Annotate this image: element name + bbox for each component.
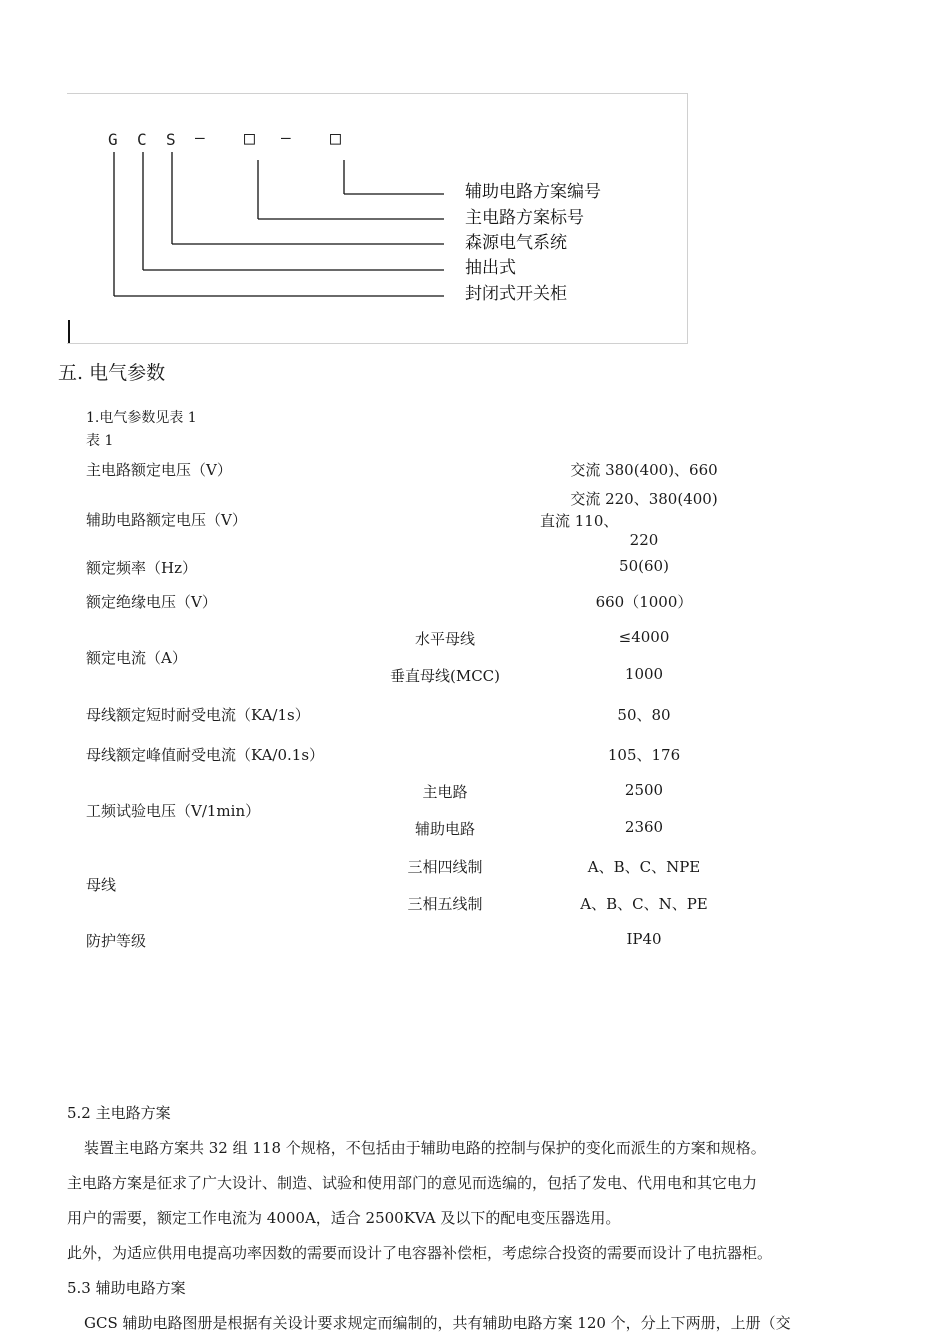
value-main-voltage: 交流 380(400)、660	[570, 461, 718, 479]
section-5-2-title: 5.2 主电路方案	[67, 1104, 171, 1122]
row-label-short-time: 母线额定短时耐受电流（KA/1s）	[86, 706, 310, 724]
section-5-2-para-2: 主电路方案是征求了广大设计、制造、试验和使用部门的意见而选编的，包括了发电、代用电和其它电力	[67, 1174, 758, 1192]
code-dash-1: —	[195, 128, 205, 147]
section-5-2-para-3: 用户的需要，额定工作电流为 4000A，适合 2500KVA 及以下的配电变压器选用。	[67, 1209, 621, 1227]
value-insulation: 660（1000）	[595, 593, 693, 611]
value-aux-voltage-dc: 直流 110、	[540, 512, 619, 530]
code-letter-s: S	[166, 130, 176, 149]
value-protection: IP40	[626, 930, 662, 948]
value-three-phase-five: A、B、C、N、PE	[580, 895, 708, 913]
row-label-peak: 母线额定峰值耐受电流（KA/0.1s）	[86, 746, 325, 764]
legend-drawout: 抽出式	[465, 258, 516, 278]
code-dash-2: —	[281, 128, 291, 147]
section-title: 五. 电气参数	[58, 362, 166, 384]
sub-three-phase-five: 三相五线制	[407, 895, 483, 913]
row-label-current: 额定电流（A）	[86, 649, 187, 667]
table-caption: 表 1	[86, 433, 114, 449]
row-label-test-voltage: 工频试验电压（V/1min）	[86, 802, 261, 820]
value-three-phase-four: A、B、C、NPE	[587, 858, 701, 876]
section-5-2-para-4: 此外，为适应供用电提高功率因数的需要而设计了电容器补偿柜，考虑综合投资的需要而设计了电抗器柜。	[67, 1244, 773, 1262]
row-label-insulation: 额定绝缘电压（V）	[86, 593, 217, 611]
legend-main-scheme: 主电路方案标号	[465, 208, 584, 228]
section-5-3-title: 5.3 辅助电路方案	[67, 1279, 186, 1297]
value-main-circuit-test: 2500	[624, 781, 664, 799]
section-5-2-para-1: 装置主电路方案共 32 组 118 个规格，不包括由于辅助电路的控制与保护的变化而派生的方案和规格。	[84, 1139, 766, 1157]
row-label-main-voltage: 主电路额定电压（V）	[86, 461, 232, 479]
value-aux-circuit-test: 2360	[624, 818, 664, 836]
model-code-diagram	[67, 93, 688, 344]
code-box-1: □	[244, 128, 255, 149]
legend-system: 森源电气系统	[465, 233, 567, 253]
row-label-protection: 防护等级	[86, 932, 147, 950]
sub-vertical-busbar: 垂直母线(MCC)	[389, 667, 501, 685]
sub-main-circuit: 主电路	[422, 783, 468, 801]
value-horizontal-current: ≤4000	[618, 628, 670, 646]
row-label-frequency: 额定频率（Hz）	[86, 559, 197, 577]
sub-aux-circuit: 辅助电路	[414, 820, 476, 838]
code-box-2: □	[330, 128, 341, 149]
value-short-time: 50、80	[617, 706, 671, 724]
legend-aux-scheme: 辅助电路方案编号	[465, 182, 601, 202]
section-5-3-para-1: GCS 辅助电路图册是根据有关设计要求规定而编制的，共有辅助电路方案 120 个，分上下两册，上册（交	[84, 1314, 791, 1332]
sub-horizontal-busbar: 水平母线	[414, 630, 476, 648]
row-label-aux-voltage: 辅助电路额定电压（V）	[86, 511, 247, 529]
value-aux-voltage-dc2: 220	[629, 531, 659, 549]
value-vertical-current: 1000	[624, 665, 664, 683]
code-letter-g: G	[108, 130, 118, 149]
value-aux-voltage-ac: 交流 220、380(400)	[570, 490, 718, 508]
table-intro: 1.电气参数见表 1	[86, 410, 197, 426]
value-peak: 105、176	[607, 746, 681, 764]
row-label-busbar: 母线	[86, 876, 117, 894]
sub-three-phase-four: 三相四线制	[407, 858, 483, 876]
code-letter-c: C	[137, 130, 147, 149]
legend-enclosed: 封闭式开关柜	[465, 284, 567, 304]
value-frequency: 50(60)	[619, 557, 669, 575]
diagram-lines	[67, 94, 688, 345]
